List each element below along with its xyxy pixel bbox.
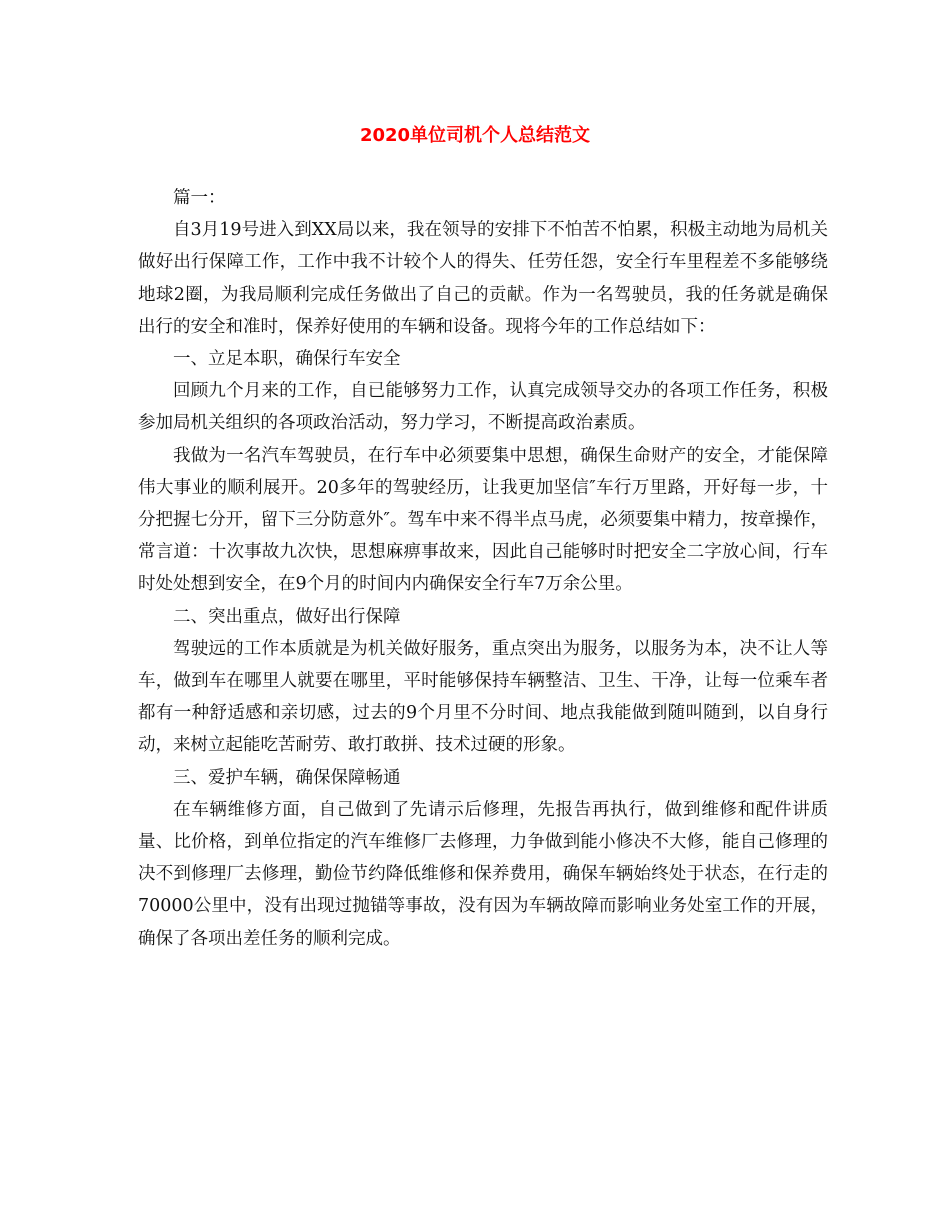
document-title: 2020单位司机个人总结范文 — [359, 125, 591, 146]
paragraph-part-one-heading: 篇一： — [173, 188, 226, 208]
section-heading-2: 二、突出重点，做好出行保障 — [173, 606, 401, 627]
paragraph-intro: 自3月19号进入到XX局以来，我在领导的安排下不怕苦不怕累，积极主动地为局机关做好出行保障工作，工作中我不计较个人的得失、任劳任怨，安全行车里程差不多能够绕地球2圈，为我局顺利完成任务做出了自己的贡献。作为一名驾驶员，我的任务就是确保出行的安全和准时，保养好使用的车辆和设备。现将今年的工作总结如下： — [138, 220, 828, 337]
paragraph-service: 驾驶远的工作本质就是为机关做好服务，重点突出为服务，以服务为本，决不让人等车，做到车在哪里人就要在哪里，平时能够保持车辆整洁、卫生、干净，让每一位乘车者都有一种舒适感和亲切感，过去的9个月里不分时间、地点我能做到随叫随到，以自身行动，来树立起能吃苦耐劳、敢打敢拼、技术过硬的形象。 — [138, 638, 828, 756]
paragraph-maintenance: 在车辆维修方面，自己做到了先请示后修理，先报告再执行，做到维修和配件讲质量、比价格，到单位指定的汽车维修厂去修理，力争做到能小修决不大修，能自己修理的决不到修理厂去修理，勤俭节约降低维修和保养费用，确保车辆始终处于状态，在行走的70000公里中，没有出现过抛锚等事故，没有因为车辆故障而影响业务处室工作的开展，确保了各项出差任务的顺利完成。 — [138, 799, 828, 949]
section-heading-3: 三、爱护车辆，确保保障畅通 — [173, 767, 401, 788]
document-body — [138, 182, 828, 955]
paragraph-driving-safety: 我做为一名汽车驾驶员，在行车中必须要集中思想，确保生命财产的安全，才能保障伟大事业的顺利展开。20多年的驾驶经历，让我更加坚信″车行万里路，开好每一步，十分把握七分开，留下三分防意外″。驾车中来不得半点马虎，必须要集中精力，按章操作，常言道：十次事故九次快，思想麻痹事故来，因此自己能够时时把安全二字放心间，行车时处处想到安全，在9个月的时间内内确保安全行车7万余公里。 — [138, 445, 828, 595]
paragraph-review: 回顾九个月来的工作，自已能够努力工作，认真完成领导交办的各项工作任务，积极参加局机关组织的各项政治活动，努力学习，不断提高政治素质。 — [138, 381, 828, 434]
section-heading-1: 一、立足本职，确保行车安全 — [173, 349, 401, 370]
